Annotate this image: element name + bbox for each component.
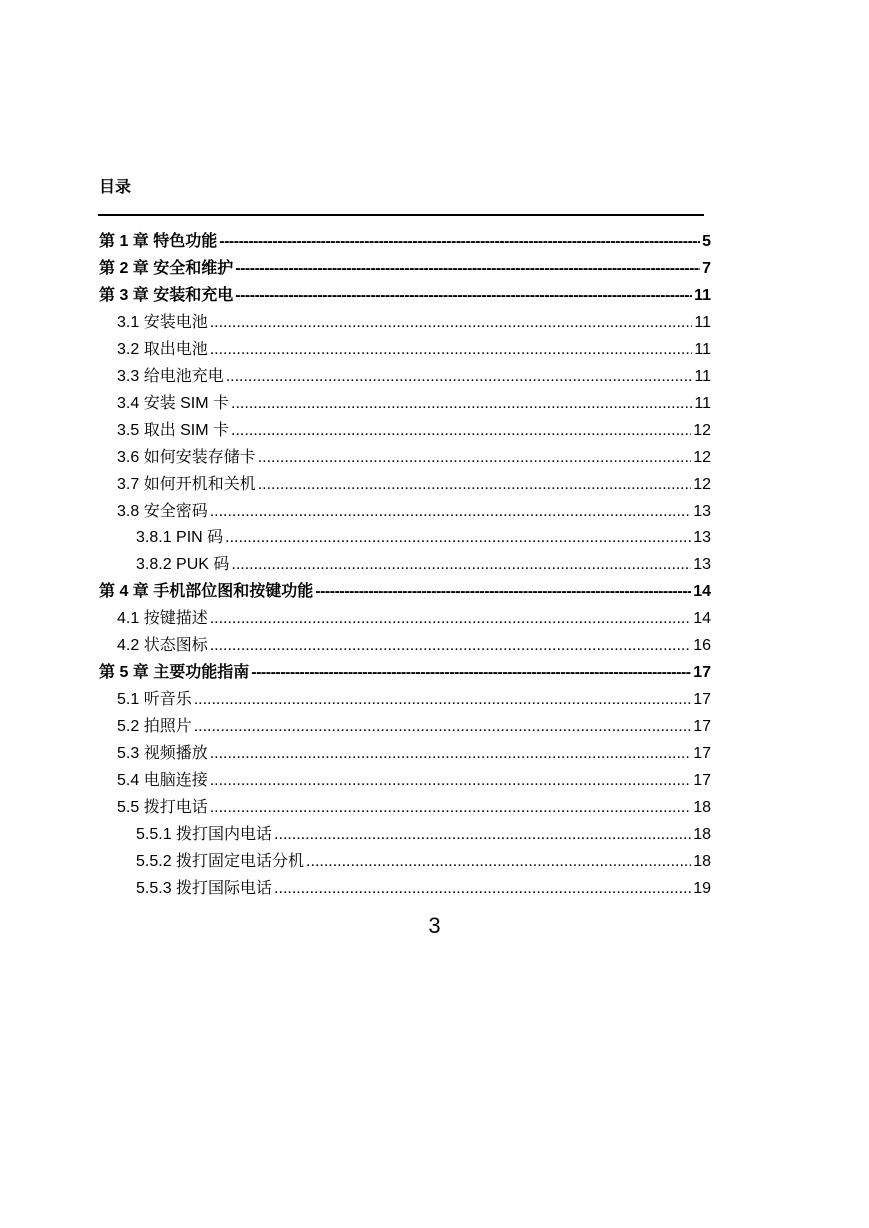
toc-entry-label: 4.1 按键描述 [117,610,208,627]
toc-entry[interactable] [117,307,711,333]
toc-leader [235,286,692,306]
toc-entry-label: 第 4 章 手机部位图和按键功能 [99,583,314,600]
toc-leader [226,367,693,387]
toc-entry-page-number: 5 [702,233,711,250]
toc-entry[interactable] [117,765,711,791]
toc-title: 目录 [99,179,132,196]
toc-entry[interactable] [136,549,711,575]
toc-leader [194,690,692,710]
toc-leader [231,394,692,414]
toc-entry-page-number: 17 [693,664,711,681]
toc-leader [210,798,692,818]
toc-entry-label: 第 5 章 主要功能指南 [99,664,250,681]
toc-entry-label: 3.1 安装电池 [117,314,208,331]
toc-entry-label: 5.5.2 拨打固定电话分机 [136,853,305,870]
toc-entry[interactable] [117,442,711,468]
toc-entry-label: 第 3 章 安装和充电 [99,287,234,304]
toc-leader [235,259,700,279]
toc-entry-label: 3.8 安全密码 [117,503,208,520]
toc-entry[interactable] [117,684,711,710]
toc-entry[interactable] [117,630,711,656]
toc-leader [258,475,692,495]
toc-leader [210,340,693,360]
toc-entry-label: 第 2 章 安全和维护 [99,260,234,277]
toc-entry-page-number: 18 [693,853,711,870]
toc-entry-page-number: 13 [693,503,711,520]
toc-entry-label: 5.2 拍照片 [117,718,192,735]
toc-entry[interactable] [136,819,711,845]
toc-divider [98,214,704,216]
toc-entry-label: 5.1 听音乐 [117,691,192,708]
toc-leader [274,879,691,899]
toc-leader [210,771,692,791]
toc-leader [210,636,692,656]
toc-leader [274,825,691,845]
toc-entry-page-number: 17 [693,691,711,708]
toc-entry-label: 3.5 取出 SIM 卡 [117,422,230,439]
toc-entry-label: 5.5.3 拨打国际电话 [136,880,273,897]
toc-entry-page-number: 14 [693,610,711,627]
toc-leader [225,528,691,548]
toc-entry-page-number: 11 [694,287,711,304]
toc-leader [210,313,693,333]
toc-entry[interactable] [117,496,711,522]
toc-entry-page-number: 13 [693,529,711,546]
toc-entry[interactable] [117,361,711,387]
toc-entry[interactable] [136,846,711,872]
toc-leader [251,663,691,683]
toc-entry-label: 3.2 取出电池 [117,341,208,358]
toc-entry-label: 3.8.2 PUK 码 [136,556,230,573]
toc-entry[interactable] [99,576,711,602]
toc-entry-page-number: 17 [693,745,711,762]
toc-entry-page-number: 11 [694,368,711,385]
toc-entry[interactable] [117,738,711,764]
toc-entry-label: 3.3 给电池充电 [117,368,224,385]
toc-leader [210,609,692,629]
toc-leader [219,232,700,252]
toc-entry[interactable] [136,873,711,899]
toc-entry-label: 3.6 如何安装存储卡 [117,449,256,466]
toc-entry-page-number: 14 [693,583,711,600]
toc-leader [194,717,692,737]
toc-entry-page-number: 11 [694,314,711,331]
toc-entry-label: 5.3 视频播放 [117,745,208,762]
toc-entry-page-number: 7 [702,260,711,277]
toc-entry-page-number: 19 [693,880,711,897]
page-number: 3 [428,913,441,938]
toc-entry-label: 第 1 章 特色功能 [99,233,218,250]
toc-entry[interactable] [117,792,711,818]
toc-entry-page-number: 12 [693,449,711,466]
toc-entry-label: 5.5.1 拨打国内电话 [136,826,273,843]
toc-entry[interactable] [99,280,711,306]
toc-entry[interactable] [99,226,711,252]
toc-leader [210,502,692,522]
toc-entry-page-number: 18 [693,826,711,843]
toc-leader [306,852,691,872]
toc-entry-page-number: 16 [693,637,711,654]
toc-entry-page-number: 11 [694,395,711,412]
toc-entry-page-number: 11 [694,341,711,358]
toc-entry[interactable] [117,415,711,441]
toc-entry[interactable] [117,603,711,629]
toc-entry[interactable] [117,388,711,414]
toc-entry[interactable] [99,253,711,279]
toc-leader [231,421,691,441]
toc-leader [231,555,691,575]
toc-entry[interactable] [117,334,711,360]
toc-entry-page-number: 17 [693,772,711,789]
toc-entry-page-number: 18 [693,799,711,816]
toc-leader [210,744,692,764]
toc-entry[interactable] [117,469,711,495]
toc-entry-page-number: 17 [693,718,711,735]
toc-entry-label: 5.4 电脑连接 [117,772,208,789]
toc-entry-label: 3.4 安装 SIM 卡 [117,395,230,412]
toc-entry[interactable] [136,522,711,548]
toc-entry-label: 3.8.1 PIN 码 [136,529,224,546]
toc-entry[interactable] [117,711,711,737]
toc-entry[interactable] [99,657,711,683]
toc-leader [315,582,691,602]
toc-entry-label: 5.5 拨打电话 [117,799,208,816]
toc-entry-page-number: 12 [693,422,711,439]
toc-entry-label: 4.2 状态图标 [117,637,208,654]
toc-entry-page-number: 13 [693,556,711,573]
toc-entry-label: 3.7 如何开机和关机 [117,476,256,493]
toc-leader [258,448,692,468]
toc-entry-page-number: 12 [693,476,711,493]
